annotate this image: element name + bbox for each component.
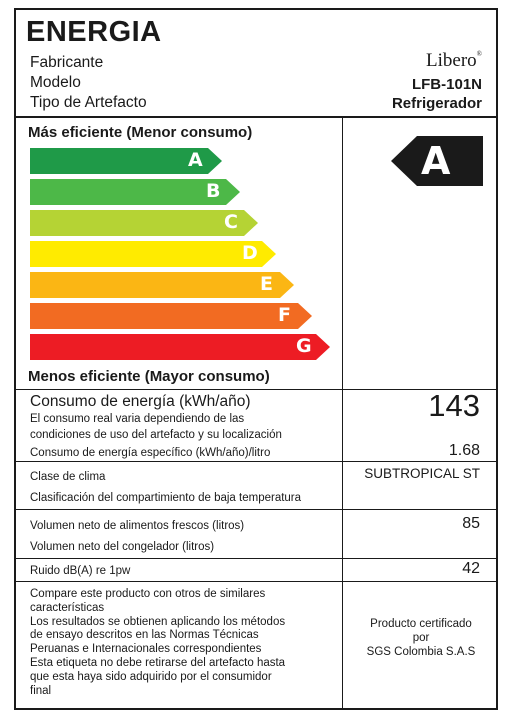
- fresh-volume-value: 85: [462, 515, 480, 532]
- footer-line: que esta haya sido adquirido por el consumidor: [30, 670, 272, 683]
- efficiency-bottom-label: Menos eficiente (Mayor consumo): [28, 368, 270, 385]
- efficiency-bar-e-letter: E: [260, 273, 273, 295]
- consumption-divider: [16, 461, 496, 462]
- model-label: Modelo: [30, 74, 81, 91]
- consumption-value: 143: [428, 388, 480, 423]
- rating-arrow: [391, 136, 483, 186]
- label-title: ENERGIA: [26, 16, 162, 48]
- low-temp-label: Clasificación del compartimiento de baja temperatura: [30, 492, 302, 504]
- efficiency-top-label: Más eficiente (Menor consumo): [28, 124, 253, 141]
- efficiency-bar-f-letter: F: [278, 304, 291, 326]
- noise-label: Ruido dB(A) re 1pw: [30, 565, 131, 577]
- specific-consumption-value: 1.68: [448, 442, 480, 459]
- efficiency-bar-g-letter: G: [296, 335, 312, 357]
- cert-line-2: por: [412, 631, 430, 644]
- consumption-note-1: El consumo real varia dependiendo de las: [30, 413, 245, 425]
- efficiency-bar-a-letter: A: [188, 149, 203, 171]
- footer-line: Los resultados se obtienen aplicando los métodos: [30, 615, 286, 628]
- column-divider: [342, 117, 343, 708]
- footer-line: de ensayo descritos en las Normas Técnicas: [30, 629, 259, 642]
- efficiency-bar-b-letter: B: [206, 180, 221, 202]
- climate-label: Clase de clima: [30, 471, 106, 483]
- scale-divider: [16, 389, 496, 390]
- footer-line: características: [30, 601, 105, 614]
- energy-label: [14, 8, 498, 710]
- footer-line: Peruanas e Internacionales correspondientes: [30, 643, 262, 656]
- cert-line-3: SGS Colombia S.A.S: [366, 645, 476, 658]
- type-label: Tipo de Artefacto: [30, 94, 147, 111]
- efficiency-bar-c-letter: C: [224, 211, 238, 233]
- consumption-note-2: condiciones de uso del artefacto y su localización: [30, 429, 282, 441]
- manufacturer-label: Fabricante: [30, 54, 104, 71]
- noise-value: 42: [462, 560, 480, 577]
- brand-logo: [426, 50, 482, 72]
- efficiency-bar-d-letter: D: [242, 242, 258, 264]
- specific-consumption-label: Consumo de energía específico (kWh/año)/litro: [30, 447, 271, 459]
- rating-letter: A: [421, 139, 451, 183]
- model-value: LFB-101N: [411, 76, 482, 93]
- climate-divider: [16, 509, 496, 510]
- brand-registered-mark: ®: [476, 50, 482, 58]
- cert-line-1: Producto certificado: [370, 618, 472, 630]
- footer-line: Compare este producto con otros de similares: [30, 588, 266, 600]
- consumption-label: Consumo de energía (kWh/año): [30, 393, 251, 410]
- footer-line: final: [30, 684, 52, 697]
- header-divider: [16, 116, 496, 118]
- freezer-volume-label: Volumen neto del congelador (litros): [30, 541, 215, 553]
- footer-line: Esta etiqueta no debe retirarse del artefacto hasta: [30, 656, 286, 669]
- type-value: Refrigerador: [391, 95, 482, 112]
- footer-notes: [30, 588, 285, 698]
- fresh-volume-label: Volumen neto de alimentos frescos (litros): [30, 520, 245, 532]
- volume-divider: [16, 558, 496, 559]
- certification: [344, 618, 498, 659]
- brand-name: Libero: [426, 50, 477, 71]
- noise-divider: [16, 581, 496, 582]
- climate-value: SUBTROPICAL ST: [364, 466, 480, 481]
